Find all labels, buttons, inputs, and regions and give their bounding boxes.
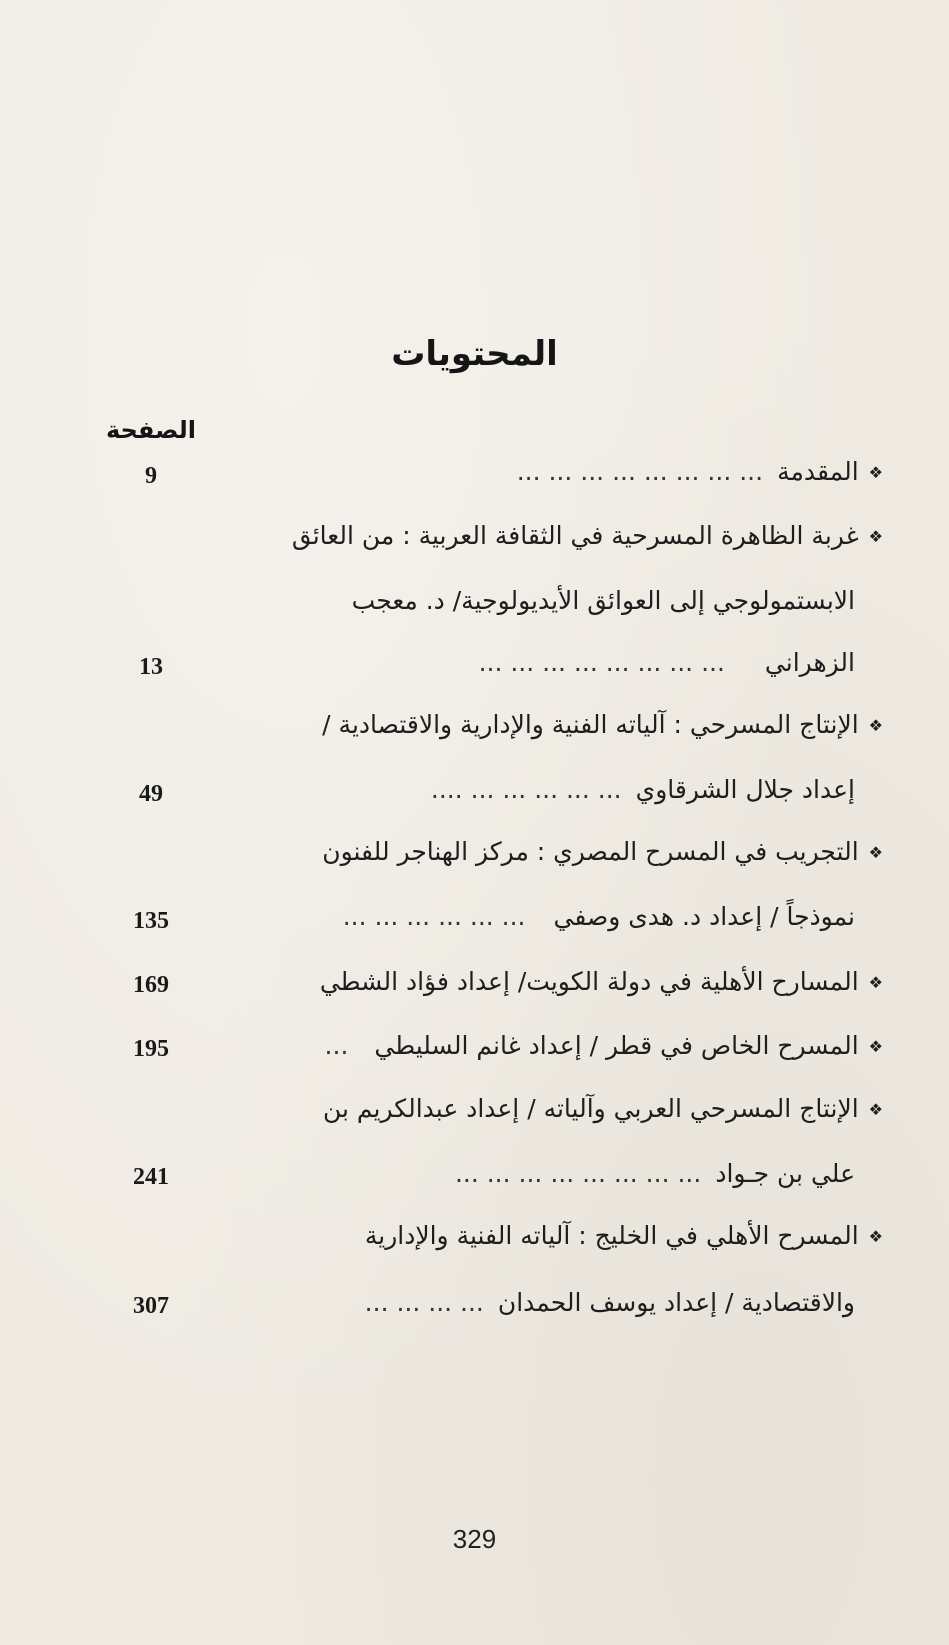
toc-entry-line (218, 1154, 855, 1194)
page-column-header: الصفحة (105, 416, 196, 444)
toc-entry-line (218, 897, 855, 937)
leader-dots: ... ... ... ... ... ... ... ... (478, 648, 725, 677)
entry-text: التجريب في المسرح المصري : مركز الهناجر للفنون (322, 837, 859, 866)
toc-entry-line (218, 1283, 855, 1323)
entry-text: المسرح الخاص في قطر / إعداد غانم السليطي (374, 1031, 859, 1060)
toc-entry-line (218, 770, 855, 810)
entry-text: الإنتاج المسرحي العربي وآلياته / إعداد عبدالكريم بن (322, 1094, 859, 1123)
toc-entry-line (218, 1216, 883, 1256)
entry-text: غربة الظاهرة المسرحية في الثقافة العربية : من العائق (291, 521, 859, 550)
toc-entry-line (218, 581, 855, 621)
leader-dots: ... ... ... ... (364, 1288, 484, 1317)
toc-entry-line (218, 832, 883, 872)
entry-text: المسرح الأهلي في الخليج : آلياته الفنية والإدارية (364, 1221, 859, 1250)
page-number: 307 (133, 1293, 169, 1319)
toc-entry-line (218, 643, 855, 683)
bullet-icon: ❖ (868, 1227, 883, 1246)
entry-text: إعداد جلال الشرقاوي (635, 775, 855, 804)
page-number: 169 (133, 972, 169, 998)
bullet-icon: ❖ (868, 527, 883, 546)
leader-dots: ... ... ... ... ... ... (342, 902, 526, 931)
page-number: 13 (139, 654, 163, 680)
page-title: المحتويات (391, 334, 558, 374)
toc-entry-line (218, 962, 883, 1002)
leader-dots: ... (324, 1031, 349, 1060)
entry-text: والاقتصادية / إعداد يوسف الحمدان (497, 1288, 855, 1317)
bullet-icon: ❖ (868, 843, 883, 862)
bullet-icon: ❖ (868, 716, 883, 735)
entry-text: المقدمة (777, 457, 859, 486)
bullet-icon: ❖ (868, 973, 883, 992)
entry-text: علي بن جـواد (715, 1159, 855, 1188)
toc-entry-line (218, 1026, 883, 1066)
page-number: 241 (133, 1164, 169, 1190)
page-number: 195 (133, 1036, 169, 1062)
entry-text: المسارح الأهلية في دولة الكويت/ إعداد فؤاد الشطي (319, 967, 859, 996)
leader-dots: ... ... ... ... ... ... ... ... (516, 457, 764, 486)
bullet-icon: ❖ (868, 463, 883, 482)
entry-text: نموذجاً / إعداد د. هدى وصفي (553, 902, 855, 931)
bullet-icon: ❖ (868, 1037, 883, 1056)
folio-page-number: 329 (452, 1524, 497, 1554)
leader-dots: ... ... ... ... ... ... ... ... (454, 1159, 702, 1188)
toc-entry-line (218, 1089, 883, 1129)
page-number: 9 (145, 463, 157, 489)
toc-entry-line (218, 516, 883, 556)
toc-entry-line (218, 705, 883, 745)
page-number: 49 (139, 781, 163, 807)
leader-dots: ... ... ... ... ... .... (430, 775, 622, 804)
entry-text: الابستمولوجي إلى العوائق الأيديولوجية/ د. معجب (351, 586, 855, 615)
bullet-icon: ❖ (868, 1100, 883, 1119)
toc-entry-line (218, 452, 883, 492)
entry-text: الزهراني (764, 648, 855, 677)
entry-text: الإنتاج المسرحي : آلياته الفنية والإدارية والاقتصادية / (322, 710, 859, 739)
page-number: 135 (133, 908, 169, 934)
